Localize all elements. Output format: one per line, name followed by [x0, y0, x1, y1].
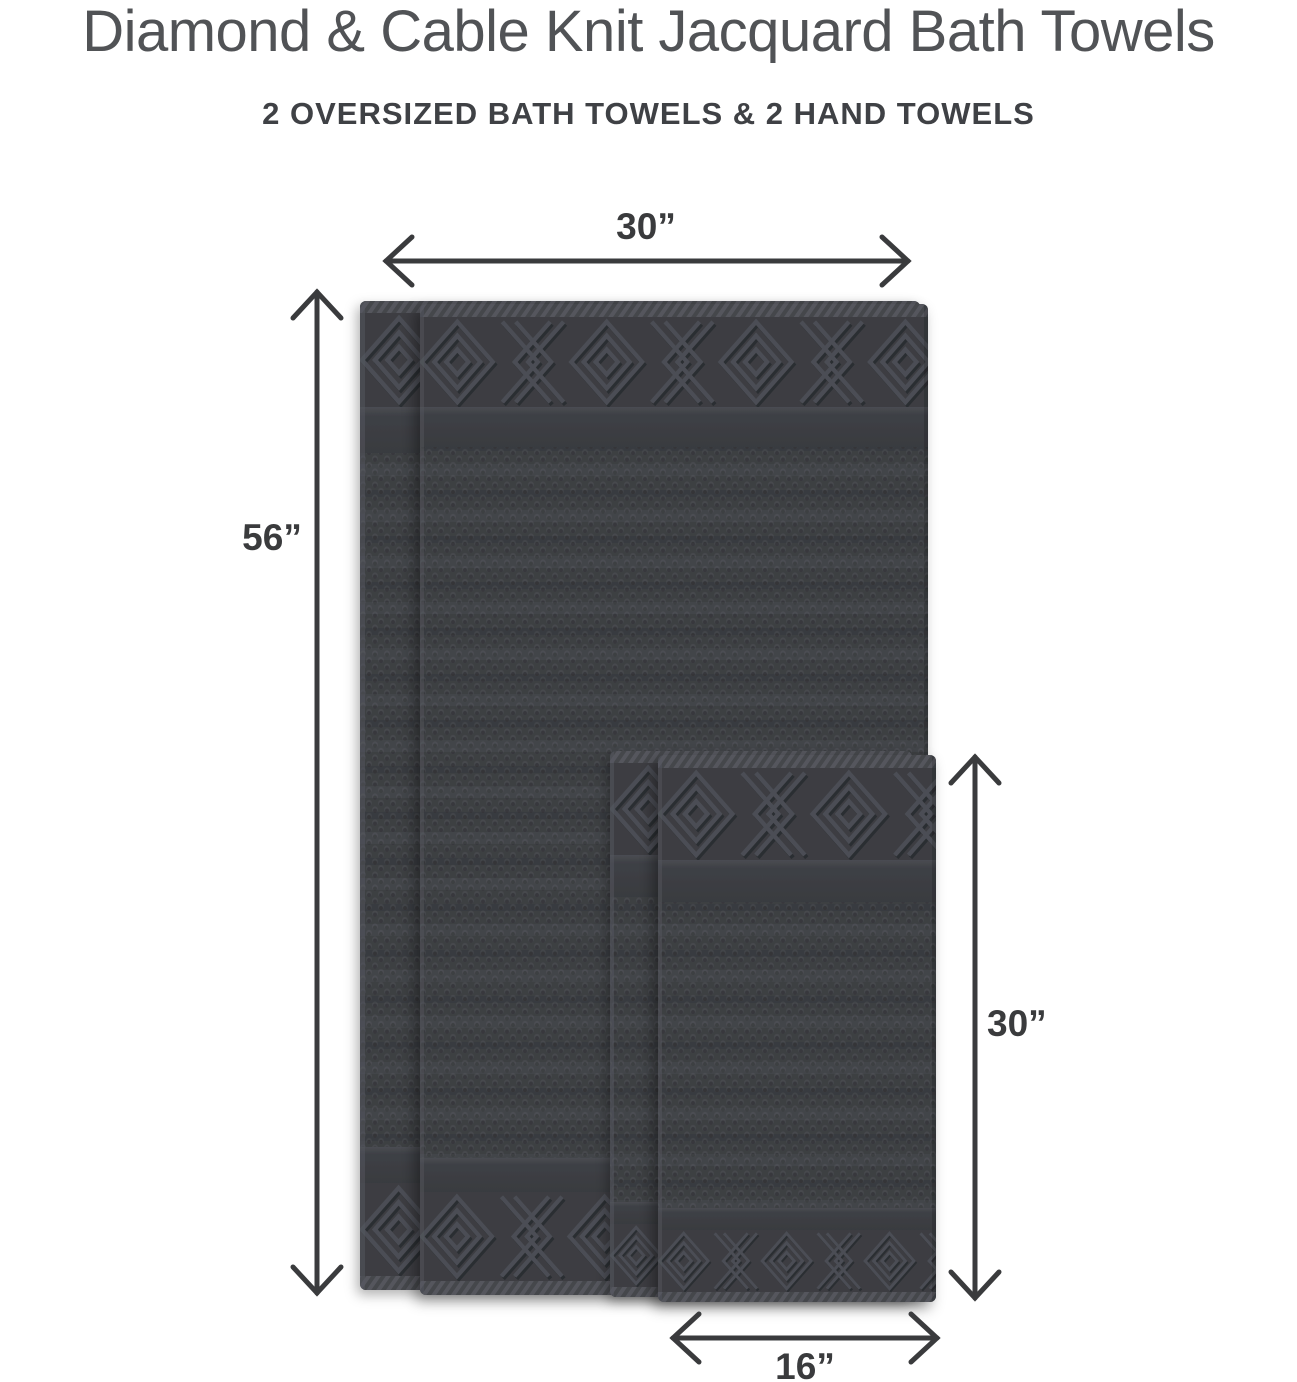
- bath-height-dimension-arrow: [293, 292, 341, 1293]
- page-title: Diamond & Cable Knit Jacquard Bath Towels: [82, 0, 1215, 64]
- bath-height-label: 56”: [242, 517, 302, 558]
- bath-width-label: 30”: [616, 206, 676, 247]
- page-subtitle: 2 OVERSIZED BATH TOWELS & 2 HAND TOWELS: [262, 96, 1035, 131]
- hand-width-label: 16”: [775, 1346, 835, 1382]
- hand-height-label: 30”: [987, 1003, 1047, 1044]
